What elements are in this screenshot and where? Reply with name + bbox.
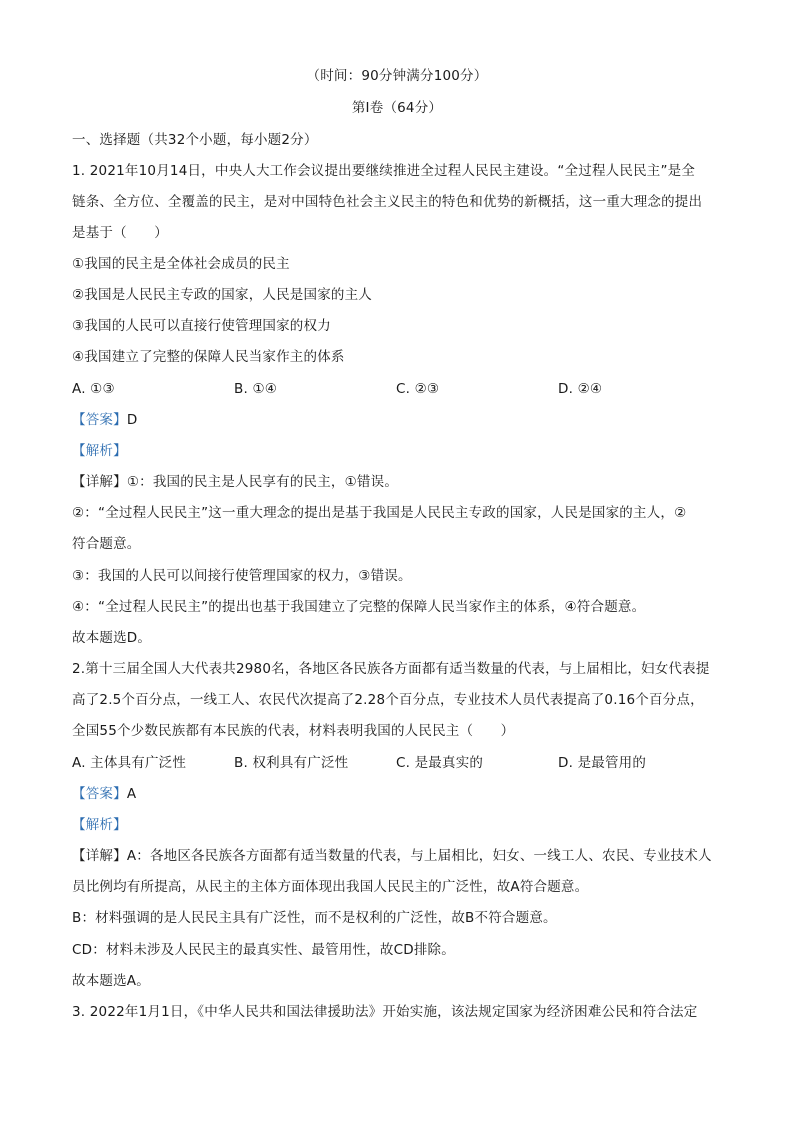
q2-answer-value: A bbox=[126, 786, 137, 802]
q1-detail-line-5: ④：“全过程人民民主”的提出也基于我国建立了完整的保障人民当家作主的体系，④符合题意。 bbox=[72, 599, 646, 615]
volume-title: 第Ⅰ卷（64分） bbox=[351, 100, 443, 116]
q1-answer-tag: 【答案】 bbox=[72, 412, 127, 428]
q1-statement-1: ①我国的民主是全体社会成员的民主 bbox=[72, 256, 290, 272]
q1-answer bbox=[72, 410, 732, 430]
q2-detail-text-1: A：各地区各民族各方面都有适当数量的代表，与上届相比，妇女、一线工人、农民、专业技术人 bbox=[126, 848, 712, 864]
q1-statement-3: ③我国的人民可以直接行使管理国家的权力 bbox=[72, 318, 331, 334]
time-note: （时间：90分钟满分100分） bbox=[306, 68, 488, 84]
q2-options bbox=[72, 753, 732, 773]
q2-analysis-tag: 【解析】 bbox=[72, 817, 127, 833]
q2-stem-line-2: 高了2.5个百分点，一线工人、农民代次提高了2.28个百分点，专业技术人员代表提高了0.16个百分点， bbox=[72, 692, 704, 708]
q2-option-b: B. 权利具有广泛性 bbox=[234, 755, 349, 771]
q2-detail-line-5: 故本题选A。 bbox=[72, 973, 150, 989]
q1-option-c: C. ②③ bbox=[396, 381, 440, 397]
q1-detail-line-4: ③：我国的人民可以间接行使管理国家的权力，③错误。 bbox=[72, 568, 412, 584]
q2-answer bbox=[72, 784, 732, 804]
q1-stem-line-3: 是基于（ ） bbox=[72, 225, 168, 241]
q2-option-c: C. 是最真实的 bbox=[396, 755, 484, 771]
q2-detail-line-3: B：材料强调的是人民民主具有广泛性，而不是权利的广泛性，故B不符合题意。 bbox=[72, 910, 557, 926]
q1-stem-line-2: 链条、全方位、全覆盖的民主，是对中国特色社会主义民主的特色和优势的新概括，这一重大理念的提出 bbox=[72, 194, 703, 210]
q2-detail-line-4: CD：材料未涉及人民民主的最真实性、最管用性，故CD排除。 bbox=[72, 942, 455, 958]
q1-option-d: D. ②④ bbox=[558, 381, 603, 397]
section-title: 一、选择题（共32个小题，每小题2分） bbox=[72, 132, 318, 148]
q1-detail-line-6: 故本题选D。 bbox=[72, 630, 152, 646]
q2-answer-tag: 【答案】 bbox=[72, 786, 127, 802]
q1-detail-text-1: ①：我国的民主是人民享有的民主，①错误。 bbox=[126, 474, 399, 490]
q1-options bbox=[72, 379, 732, 399]
q1-detail-line-3: 符合题意。 bbox=[72, 536, 141, 552]
q1-statement-4: ④我国建立了完整的保障人民当家作主的体系 bbox=[72, 349, 345, 365]
q1-answer-value: D bbox=[126, 412, 138, 428]
q2-option-d: D. 是最管用的 bbox=[558, 755, 647, 771]
q2-detail-line-2: 员比例均有所提高，从民主的主体方面体现出我国人民民主的广泛性，故A符合题意。 bbox=[72, 879, 589, 895]
q2-detail-line-1 bbox=[72, 846, 732, 866]
q2-option-a: A. 主体具有广泛性 bbox=[72, 755, 187, 771]
q2-detail-tag: 【详解】 bbox=[72, 848, 127, 864]
q1-statement-2: ②我国是人民民主专政的国家，人民是国家的主人 bbox=[72, 287, 373, 303]
q2-stem-line-3: 全国55个少数民族都有本民族的代表，材料表明我国的人民民主（ ） bbox=[72, 723, 515, 739]
q3-stem-line-1: 3. 2022年1月1日，《中华人民共和国法律援助法》开始实施，该法规定国家为经济困难公民和符合法定 bbox=[72, 1004, 698, 1020]
q1-stem-line-1: 1. 2021年10月14日，中央人大工作会议提出要继续推进全过程人民民主建设。“全过程人民民主”是全 bbox=[72, 163, 696, 179]
q2-stem-line-1: 2.第十三届全国人大代表共2980名，各地区各民族各方面都有适当数量的代表，与上届相比，妇女代表提 bbox=[72, 661, 710, 677]
q1-detail-line-1 bbox=[72, 472, 732, 492]
q1-option-b: B. ①④ bbox=[234, 381, 278, 397]
q1-option-a: A. ①③ bbox=[72, 381, 115, 397]
q1-detail-tag: 【详解】 bbox=[72, 474, 127, 490]
q1-analysis-tag: 【解析】 bbox=[72, 443, 127, 459]
q1-detail-line-2: ②：“全过程人民民主”这一重大理念的提出是基于我国是人民民主专政的国家，人民是国家的主人，② bbox=[72, 505, 687, 521]
